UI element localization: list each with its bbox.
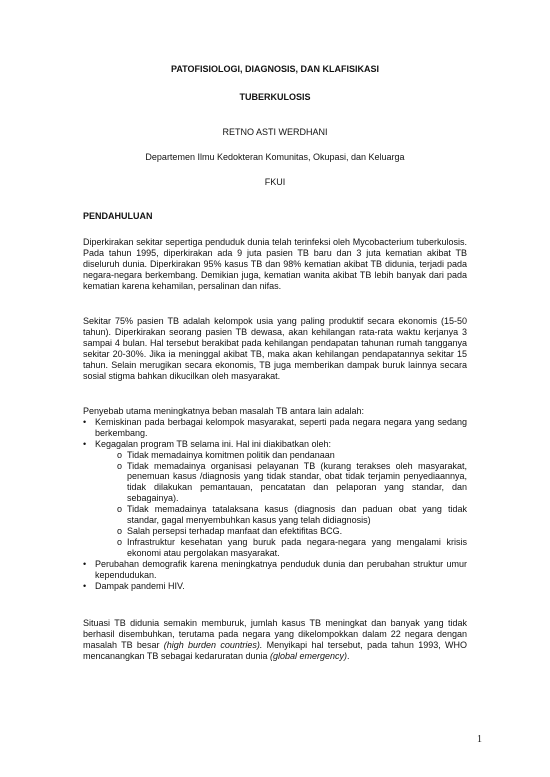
cause-item-program-failure: [83, 439, 467, 559]
causes-list: [83, 417, 467, 592]
sub-item: o Tidak memadainya komitmen politik dan pendanaan: [95, 450, 467, 461]
author-name: RETNO ASTI WERDHANI: [222, 127, 328, 137]
cause-item-demographic: [83, 559, 467, 581]
program-failure-sublist: [95, 450, 467, 559]
causes-intro: Penyebab utama meningkatnya beban masalah TB antara lain adalah:: [83, 406, 365, 416]
sub-item: o Tidak memadainya tatalaksana kasus (diagnosis dan paduan obat yang tidak standar, gagal menyembuhkan kasus yang telah didiagnosis): [95, 504, 467, 526]
paragraph-4-italic-term: (global emergency): [269, 650, 348, 661]
cause-item-text: Perubahan demografik karena meningkatnya penduduk dunia dan perubahan struktur umur kependudukan.: [95, 558, 467, 580]
author-institution: FKUI: [264, 177, 286, 187]
paragraph-4-text: Situasi TB didunia semakin memburuk, jumlah kasus TB meningkat dan banyak yang tidak berhasil disembuhkan, terutama pada negara yang dikelompokkan dalam 22 negara dengan masalah TB besar: [83, 618, 467, 650]
paper-title-line-1: PATOFISIOLOGI, DIAGNOSIS, DAN KLAFISIKASI: [170, 64, 379, 74]
cause-item-text: Dampak pandemi HIV.: [95, 580, 185, 591]
paragraph-4-text: Menyikapi hal tersebut, pada tahun 1993, WHO mencanangkan TB sebagai kedaruratan dunia: [83, 639, 467, 661]
paragraph-2: Sekitar 75% pasien TB adalah kelompok usia yang paling produktif secara ekonomis (15-50 tahun). Diperkirakan seorang pasien TB dewasa, akan kehilangan rata-rata waktu kerjanya 3 sampai 4 bulan. Hal tersebut berakibat pada kehilangan pendapatan tahunan rumah tangganya sekitar 20-30%. Jika ia meninggal akibat TB, maka akan kehilangan pendapatannya sekitar 15 tahun. Selain merugikan secara ekonomis, TB juga memberikan dampak buruk lainnya secara sosial stigma bahkan dikucilkan oleh masyarakat.: [83, 316, 467, 381]
section-heading: PENDAHULUAN: [83, 211, 153, 221]
sub-item: o Salah persepsi terhadap manfaat dan efektifitas BCG.: [95, 526, 467, 537]
paragraph-4-block: [83, 618, 467, 662]
paragraph-1: Diperkirakan sekitar sepertiga penduduk dunia telah terinfeksi oleh Mycobacterium tuberkulosis. Pada tahun 1995, diperkirakan ada 9 juta pasien TB baru dan 3 juta kematian akibat TB diseluruh dunia. Diperkirakan 95% kasus TB dan 98% kematian akibat TB didunia, terjadi pada negara-negara berkembang. Demikian juga, kematian wanita akibat TB lebih banyak dari pada kematian karena kehamilan, persalinan dan nifas.: [83, 237, 467, 291]
cause-item-text: Kegagalan program TB selama ini. Hal ini diakibatkan oleh:: [95, 438, 331, 449]
causes-block: [83, 406, 467, 591]
author-department: Departemen Ilmu Kedokteran Komunitas, Okupasi, dan Keluarga: [145, 152, 405, 162]
cause-item-poverty: [83, 417, 467, 439]
paragraph-2-block: [83, 316, 467, 381]
page-number: 1: [477, 734, 482, 745]
cause-item-text: Kemiskinan pada berbagai kelompok masyarakat, seperti pada negara negara yang sedang berkembang.: [95, 416, 467, 438]
sub-item: o Infrastruktur kesehatan yang buruk pada negara-negara yang mengalami krisis ekonomi atau pergolakan masyarakat.: [95, 537, 467, 559]
paragraph-1-block: [83, 237, 467, 292]
sub-item: o Tidak memadainya organisasi pelayanan TB (kurang terakses oleh masyarakat, penemuan kasus /diagnosis yang tidak standar, obat tidak terjamin penyediaannya, tidak dilakukan pemantauan, pencatatan dan pelaporan yang standar, dan sebagainya).: [95, 461, 467, 505]
paragraph-4: [83, 618, 467, 662]
paragraph-4-italic-term: (high burden countries).: [163, 639, 263, 650]
cause-item-hiv: [83, 581, 467, 592]
paper-title-line-2: TUBERKULOSIS: [239, 92, 311, 102]
paragraph-4-text: .: [347, 650, 350, 661]
